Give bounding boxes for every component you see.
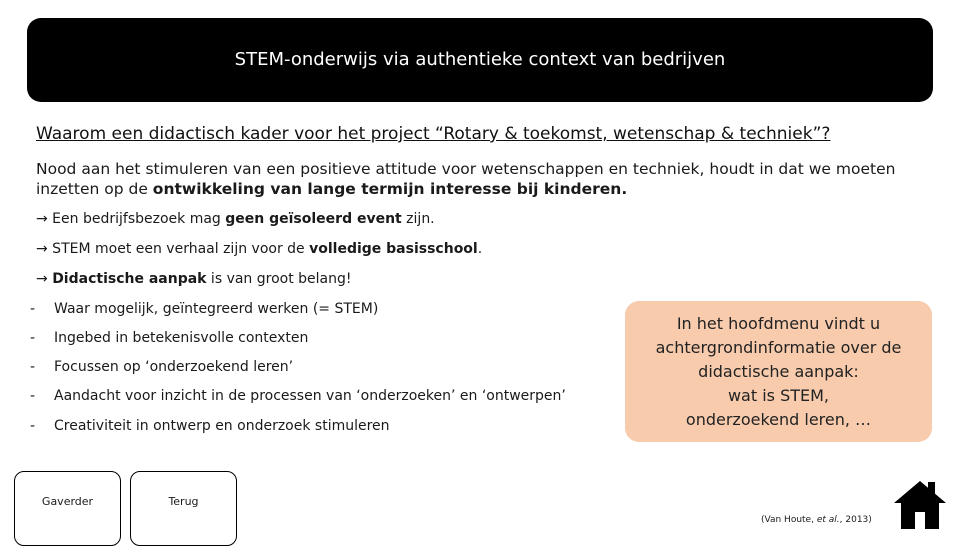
arrow-point-text: .	[477, 241, 483, 257]
arrow-point-text: zijn.	[401, 211, 435, 227]
citation	[761, 515, 872, 525]
section-heading: Waarom een didactisch kader voor het project “Rotary & toekomst, wetenschap & techniek”?	[36, 124, 831, 144]
bullet-text: Aandacht voor inzicht in de processen van ‘onderzoeken’ en ‘ontwerpen’	[54, 388, 566, 404]
info-line: In het hoofdmenu vindt u	[676, 313, 881, 333]
home-icon-graphic	[893, 480, 947, 530]
slide-title: STEM-onderwijs via authentieke context van bedrijven	[234, 48, 726, 70]
intro-paragraph	[36, 159, 946, 199]
intro-bold-text: ontwikkeling van lange termijn interesse bij kinderen.	[152, 180, 628, 198]
citation-text: (Van Houte,	[761, 515, 817, 525]
info-line: achtergrondinformatie over de	[655, 337, 902, 357]
bullet-dash: -	[30, 301, 36, 317]
bullet-item-4	[30, 388, 566, 404]
arrow-point-bold: geen geïsoleerd event	[225, 211, 402, 227]
bullet-dash: -	[30, 388, 36, 404]
intro-text: Nood aan het stimuleren van een positieve attitude voor wetenschappen en techniek, houdt in dat we moeten inzetten op de	[36, 160, 896, 198]
bullet-dash: -	[30, 359, 36, 375]
arrow-point-1	[36, 211, 435, 227]
title-bar	[27, 18, 933, 102]
bullet-text: Waar mogelijk, geïntegreerd werken (= STEM)	[54, 301, 379, 317]
arrow-icon: →	[36, 211, 48, 227]
bullet-item-1	[30, 301, 378, 317]
bullet-dash: -	[30, 418, 36, 434]
bullet-item-2	[30, 330, 308, 346]
info-line: didactische aanpak:	[698, 361, 859, 381]
back-button[interactable]: Terug	[130, 471, 237, 546]
info-box	[625, 301, 932, 442]
citation-italic: et al.	[816, 515, 840, 525]
next-button[interactable]: Gaverder	[14, 471, 121, 546]
home-icon[interactable]	[893, 480, 947, 530]
arrow-icon: →	[36, 271, 48, 287]
arrow-point-2	[36, 241, 482, 257]
arrow-point-text: Een bedrijfsbezoek mag	[47, 211, 226, 227]
citation-text: , 2013)	[839, 515, 872, 525]
arrow-point-3	[36, 271, 352, 287]
arrow-point-text: is van groot belang!	[206, 271, 352, 287]
arrow-point-text: STEM moet een verhaal zijn voor de	[47, 241, 310, 257]
info-box-text	[656, 312, 902, 432]
info-line: onderzoekend leren, …	[685, 409, 872, 429]
arrow-point-bold: volledige basisschool	[309, 241, 478, 257]
bullet-text: Creativiteit in ontwerp en onderzoek stimuleren	[54, 418, 390, 434]
arrow-point-bold: Didactische aanpak	[52, 271, 207, 287]
bullet-item-5	[30, 418, 390, 434]
arrow-icon: →	[36, 241, 48, 257]
bullet-dash: -	[30, 330, 36, 346]
bullet-text: Focussen op ‘onderzoekend leren’	[54, 359, 294, 375]
bullet-item-3	[30, 359, 293, 375]
bullet-text: Ingebed in betekenisvolle contexten	[54, 330, 309, 346]
info-line: wat is STEM,	[727, 385, 830, 405]
